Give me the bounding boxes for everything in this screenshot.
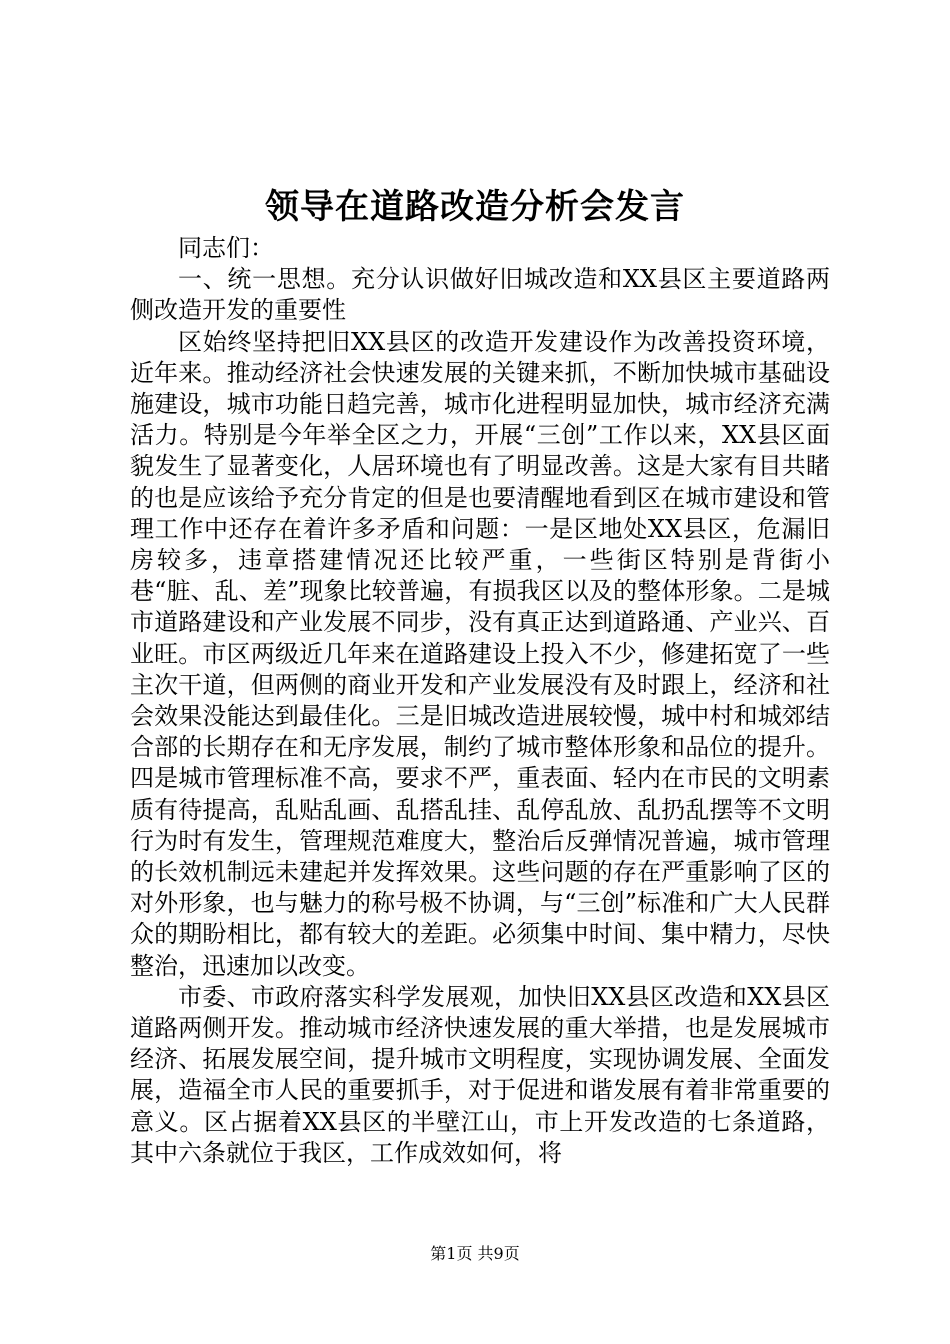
body-paragraph: 区始终坚持把旧XX县区的改造开发建设作为改善投资环境，近年来。推动经济社会快速发展的关键来抓，不断加快城市基础设施建设，城市功能日趋完善，城市化进程明显加快，城市经济充满活力。特别是今年举全区之力，开展“三创”工作以来，XX县区面貌发生了显著变化，人居环境也有了明显改善。这是大家有目共睹的也是应该给予充分肯定的但是也要清醒地看到区在城市建设和管理工作中还存在着许多矛盾和问题：一是区地处XX县区，危漏旧房较多，违章搭建情况还比较严重，一些街区特别是背街小巷“脏、乱、差”现象比较普遍，有损我区以及的整体形象。二是城市道路建设和产业发展不同步，没有真正达到道路通、产业兴、百业旺。市区两级近几年来在道路建设上投入不少，修建拓宽了一些主次干道，但两侧的商业开发和产业发展没有及时跟上，经济和社会效果没能达到最佳化。三是旧城改造进展较慢，城中村和城郊结合部的长期存在和无序发展，制约了城市整体形象和品位的提升。四是城市管理标准不高，要求不严，重表面、轻内在市民的文明素质有待提高，乱贴乱画、乱搭乱挂、乱停乱放、乱扔乱摆等不文明行为时有发生，管理规范难度大，整治后反弹情况普遍，城市管理的长效机制远未建起并发挥效果。这些问题的存在严重影响了区的对外形象，也与魅力的称号极不协调，与“三创”标准和广大人民群众的期盼相比，都有较大的差距。必须集中时间、集中精力，尽快整治，迅速加以改变。 (130, 327, 830, 980)
document-title: 领导在道路改造分析会发言 (265, 187, 685, 227)
body-paragraph: 市委、市政府落实科学发展观，加快旧XX县区改造和XX县区道路两侧开发。推动城市经济快速发展的重大举措，也是发展城市经济、拓展发展空间，提升城市文明程度，实现协调发展、全面发展，造福全市人民的重要抓手，对于促进和谐发展有着非常重要的意义。区占据着XX县区的半壁江山，市上开发改造的七条道路，其中六条就位于我区，工作成效如何，将 (130, 982, 830, 1167)
section-heading-paragraph: 一、统一思想。充分认识做好旧城改造和XX县区主要道路两侧改造开发的重要性 (130, 265, 830, 325)
document-body (130, 233, 830, 1169)
page-number-footer: 第1页 共9页 (430, 1244, 520, 1263)
salutation-paragraph: 同志们： (178, 234, 274, 262)
